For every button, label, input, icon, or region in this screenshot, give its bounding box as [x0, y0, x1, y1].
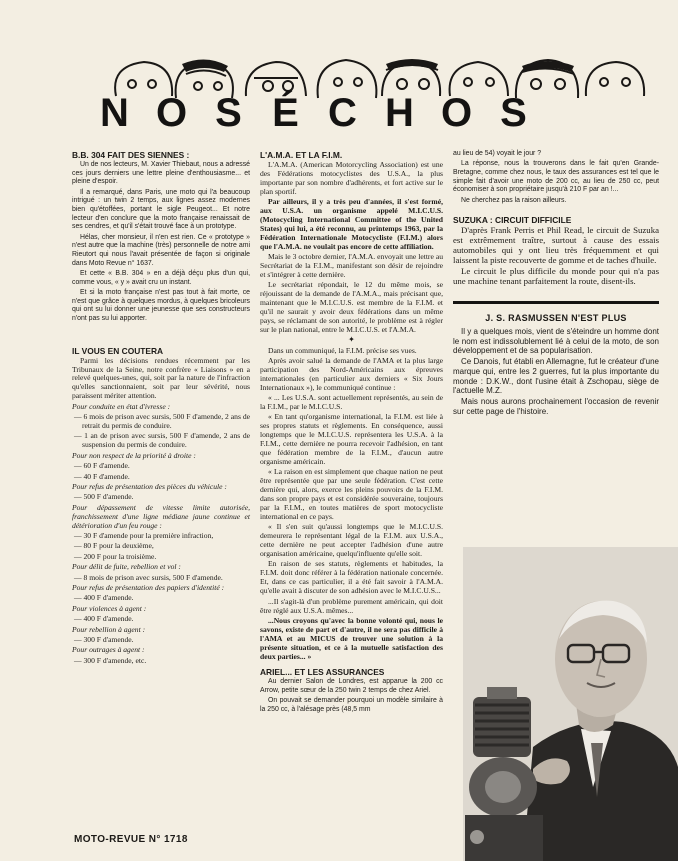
portrait-photo	[463, 547, 678, 861]
paragraph: Mais nous aurons prochainement l'occasion de revenir sur cette page de l'histoire.	[453, 397, 659, 416]
penalty-heading: Pour violences à agent :	[72, 603, 147, 613]
penalty-line: — 500 F d'amende.	[74, 492, 134, 502]
masthead-letter: H	[385, 91, 414, 135]
column-3	[453, 150, 659, 418]
paragraph: Par ailleurs, il y a très peu d'années, il s'est formé, aux U.S.A. un organisme appelé M.I.C.U.S. (Motocycling International Committee of the United States) qui lui, a été reconnu, au printemps 1963, par la Fédération Internationale Motocycliste (F.I.M.) alors que l'A.M.A. ne voulait pas encore de cette affiliation.	[260, 197, 443, 251]
section-title: L'A.M.A. ET LA F.I.M.	[260, 150, 343, 160]
portrait-illustration	[463, 547, 678, 861]
section-title: ARIEL... ET LES ASSURANCES	[260, 667, 385, 678]
paragraph: Et si la moto française n'est pas tout à fait morte, ce n'est que grâce à quelques mordus, à quelques bricoleurs qui ont su lui donner une jeunesse que ses constructeurs n'ont pas su lui apporter.	[72, 288, 250, 322]
paragraph: au lieu de 54) voyait le jour ?	[453, 150, 542, 157]
penalty-heading: Pour conduite en état d'ivresse :	[72, 401, 171, 411]
masthead	[86, 56, 656, 140]
paragraph: Il y a quelques mois, vient de s'éteindre un homme dont le nom est indissolublement lié à celui de la moto, de son développement et de sa popularisation.	[453, 327, 659, 356]
penalty-heading: Pour outrages à agent :	[72, 645, 145, 655]
paragraph: « ... Les U.S.A. sont actuellement représentés, au sein de la F.I.M., par le M.I.C.U.S.	[260, 393, 443, 412]
masthead-title	[86, 88, 656, 138]
paragraph: L'A.M.A. (American Motorcycling Association) est une des Fédérations motocyclistes des U.S.A., la plus importante par son nombre d'adhérents, et fort active sur le plan sportif.	[260, 160, 443, 196]
paragraph: Un de nos lecteurs, M. Xavier Thiebaut, nous a adressé ces jours derniers une lettre pleine d'enthousiasme... et pleine d'espoir.	[72, 161, 250, 186]
penalty-line: — 8 mois de prison avec sursis, 500 F d'amende.	[74, 572, 223, 582]
section-title: IL VOUS EN COUTERA	[72, 345, 164, 356]
penalty-line: — 300 F d'amende, etc.	[74, 655, 147, 665]
section-divider	[453, 301, 659, 304]
paragraph: Le secrétariat répondait, le 12 du même mois, se réjouissant de la demande de l'A.M.A., mais précisant que, maintenant que le M.I.C.U.S. est membre de la F.I.M. et qu'il ne saurait y avoir deux fédérations dans un même pays, se réclamant de son autorité, le problème est à régler sur le plan national, entre le M.I.C.U.S. et l'A.M.A.	[260, 280, 443, 334]
section-title: B.B. 304 FAIT DES SIENNES :	[72, 150, 190, 160]
penalty-line: — 300 F d'amende.	[74, 635, 134, 645]
penalty-line: — 80 F pour la deuxième,	[74, 541, 154, 551]
penalty-heading: Pour rebellion à agent :	[72, 624, 146, 634]
paragraph: Il a remarqué, dans Paris, une moto qui l'a beaucoup intrigué : un twin 2 temps, aux lignes assez modernes bien qu'étoffées, portant le sigle Peugeot... Et notre lecteur d'en conclure que la moto française renaissait de ses cendres, et qu'il s'était trouvé face à un prototype.	[72, 188, 250, 231]
paragraph: « Il s'en suit qu'aussi longtemps que le M.I.C.U.S. demeurera le représentant légal de la F.I.M. aux U.S.A., cette dernière ne peut accepter l'adhésion d'une autre organisation américaine, quelqu'influente qu'elle soit.	[260, 522, 443, 559]
section-title: SUZUKA : CIRCUIT DIFFICILE	[453, 215, 572, 226]
paragraph: Mais le 3 octobre dernier, l'A.M.A. envoyait une lettre au Secrétariat de la F.I.M., manifestant son désir de rejoindre et s'intégrer à cette dernière.	[260, 252, 443, 279]
paragraph: ...Il s'agit-là d'un problème purement américain, qui doit être réglé aux U.S.A. mêmes...	[260, 596, 443, 615]
column-1	[72, 150, 250, 667]
paragraph: ...Nous croyons qu'avec la bonne volonté qui, nous le savons, existe de part et d'autre, il ne sera pas difficile à l'AMA et au MICUS de trouver une solution à la présente situation, et ce à la mutuelle satisfaction des deux parties... »	[260, 615, 443, 661]
penalty-line: — 400 F d'amende.	[74, 614, 134, 624]
paragraph: On pouvait se demander pourquoi un modèle similaire à la 250 cc, à l'alésage près (48,5 mm	[260, 697, 443, 714]
paragraph: D'après Frank Perris et Phil Read, le circuit de Suzuka est extrêmement traître, surtout à cause des essais automobiles qui y ont lieu très fréquemment et qui laissent la piste recouverte de gomme et de taches d'huile.	[453, 225, 659, 265]
paragraph: Hélas, cher monsieur, il n'en est rien. Ce « prototype » n'est autre que la machine (très) personnelle de notre ami Rieutort qui nous l'avait présentée de façon si originale dans Moto Revue n° 1637.	[72, 233, 250, 267]
page-footer: MOTO-REVUE N° 1718	[74, 834, 188, 845]
penalty-line: — 400 F d'amende.	[74, 593, 134, 603]
penalty-line: — 60 F d'amende.	[74, 461, 130, 471]
paragraph: « La raison en est simplement que chaque nation ne peut être représentée que par une seule fédération. C'est cette dernière qui, alors, exerce les pleins pouvoirs de la F.I.M. dans son propre pays et est considérée souveraine, toujours par la F.I.M., en toutes matières de sport motocycliste international en ce pays.	[260, 467, 443, 521]
penalty-line: — 30 F d'amende pour la première infraction,	[74, 530, 214, 540]
penalty-line: — 6 mois de prison avec sursis, 500 F d'amende, 2 ans de retrait du permis de conduire.	[74, 412, 250, 430]
masthead-letter: S	[500, 91, 527, 135]
penalty-heading: Pour refus de présentation des papiers d'identité :	[72, 583, 225, 592]
masthead-letter: O	[155, 91, 188, 135]
paragraph: Le circuit le plus difficile du monde pour qui n'a pas une machine tenant parfaitement la route, disent-ils.	[453, 266, 659, 287]
paragraph: La réponse, nous la trouverons dans le fait qu'en Grande-Bretagne, comme chez nous, le taux des assurances est tel que le simple fait d'avoir une moto de 200 cc, au lieu de 250 cc, peut économiser à son propriétaire jusqu'à 210 F par an !...	[453, 160, 659, 194]
masthead-letter: É	[272, 91, 299, 135]
penalty-line: — 40 F d'amende.	[74, 471, 130, 481]
masthead-letter: C	[328, 91, 357, 135]
paragraph: Et cette « B.B. 304 » en a déjà déçu plus d'un qui, comme vous, « y » avait cru un instant.	[72, 269, 250, 286]
paragraph: Au dernier Salon de Londres, est apparue la 200 cc Arrow, petite sœur de la 250 twin 2 temps de chez Ariel.	[260, 678, 443, 695]
column-2	[260, 150, 443, 716]
masthead-letter: O	[440, 91, 473, 135]
penalty-heading: Pour dépassement de vitesse limite autorisée, franchissement d'une ligne médiane jaune continue et détérioration d'un feu rouge :	[72, 502, 250, 530]
paragraph: Ne cherchez pas la raison ailleurs.	[461, 196, 567, 204]
paragraph: Dans un communiqué, la F.I.M. précise ses vues.	[268, 345, 417, 355]
penalty-heading: Pour refus de présentation des pièces du véhicule :	[72, 481, 227, 491]
paragraph: Parmi les décisions rendues récemment par les Tribunaux de la Seine, notre confrère « Liaisons » en a relevé quelques-unes, qui, soit par la nature de l'infraction qu'elles sanctionnaient, soit par leur sévérité, nous paraissent mériter attention.	[72, 355, 250, 401]
masthead-letter: N	[100, 91, 129, 135]
penalty-line: — 1 an de prison avec sursis, 500 F d'amende, 2 ans de suspension du permis de conduire.	[74, 431, 250, 450]
paragraph: « En tant qu'organisme international, la F.I.M. est liée à ses propres statuts et règlements. En conséquence, aussi longtemps que le M.I.C.U.S. représentera les U.S.A. à la F.I.M., cette dernière ne pourra recevoir l'adhésion, en tant que fédération membre de la F.I.M., d'aucun autre organisme américain.	[260, 412, 443, 466]
penalty-heading: Pour délit de fuite, rebellion et vol :	[72, 562, 181, 572]
penalty-heading: Pour non respect de la priorité à droite :	[72, 450, 196, 460]
star-separator: ✦	[348, 335, 355, 345]
paragraph: Ce Danois, fut établi en Allemagne, fut le créateur d'une marque qui, entre les 2 guerres, fut la plus importante du monde : D.K.W., dont l'usine était à Zschopau, siège de l'actuelle M.Z.	[453, 357, 659, 396]
section-title: J. S. RASMUSSEN N'EST PLUS	[485, 313, 627, 324]
penalty-line: — 200 F pour la troisième.	[74, 551, 157, 561]
paragraph: En raison de ses statuts, règlements et habitudes, la F.I.M. doit donc référer à la fédération nationale concernée. Et, dans ce cas particulier, il a été fait savoir à l'A.M.A. qu'elle avait à discuter de son adhésion avec le M.I.C.U.S...	[260, 559, 443, 596]
paragraph: Après avoir salué la demande de l'AMA et la plus large participation des Nord-Américains aux épreuves internationales (en particulier aux derniers « Six Jours Internationaux »), le communiqué continue :	[260, 356, 443, 392]
masthead-letter: S	[215, 91, 242, 135]
